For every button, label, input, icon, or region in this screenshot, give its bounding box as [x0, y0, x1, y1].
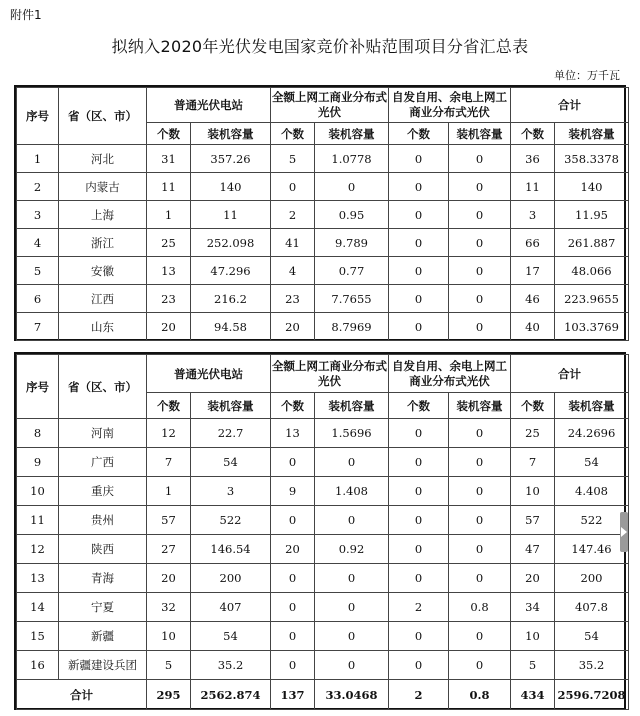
cell-kt: 24.2696	[555, 419, 629, 448]
cell-c3: 0	[389, 229, 449, 257]
cell-province: 上海	[59, 201, 147, 229]
header-province: 省（区、市）	[59, 355, 147, 419]
table-row	[17, 651, 629, 680]
total-cell-k1: 2562.874	[191, 680, 271, 710]
cell-seq: 12	[17, 535, 59, 564]
cell-k1: 357.26	[191, 145, 271, 173]
cell-c2: 13	[271, 419, 315, 448]
total-row	[17, 680, 629, 710]
total-label: 合计	[17, 680, 147, 710]
cell-seq: 1	[17, 145, 59, 173]
cell-kt: 48.066	[555, 257, 629, 285]
cell-k1: 146.54	[191, 535, 271, 564]
cell-seq: 15	[17, 622, 59, 651]
cell-province: 河南	[59, 419, 147, 448]
cell-c3: 0	[389, 257, 449, 285]
table-row	[17, 477, 629, 506]
cell-c1: 20	[147, 313, 191, 341]
cell-c1: 31	[147, 145, 191, 173]
cell-kt: 522	[555, 506, 629, 535]
cell-c1: 20	[147, 564, 191, 593]
cell-k2: 1.5696	[315, 419, 389, 448]
cell-province: 内蒙古	[59, 173, 147, 201]
cell-c2: 5	[271, 145, 315, 173]
cell-province: 贵州	[59, 506, 147, 535]
table-row	[17, 285, 629, 313]
cell-kt: 54	[555, 622, 629, 651]
cell-c1: 1	[147, 201, 191, 229]
subheader-capacity: 装机容量	[555, 393, 629, 419]
cell-kt: 407.8	[555, 593, 629, 622]
cell-ct: 11	[511, 173, 555, 201]
cell-ct: 5	[511, 651, 555, 680]
cell-k2: 0	[315, 448, 389, 477]
cell-ct: 46	[511, 285, 555, 313]
cell-c2: 0	[271, 622, 315, 651]
cell-k2: 0	[315, 564, 389, 593]
header-group-1: 普通光伏电站	[147, 355, 271, 393]
cell-c1: 12	[147, 419, 191, 448]
table-panel-1	[14, 85, 626, 341]
cell-k2: 0.77	[315, 257, 389, 285]
subheader-count: 个数	[147, 393, 191, 419]
cell-k3: 0	[449, 535, 511, 564]
cell-c3: 0	[389, 448, 449, 477]
table-row	[17, 593, 629, 622]
subheader-count: 个数	[147, 123, 191, 145]
unit-label: 单位：万千瓦	[554, 69, 620, 82]
total-cell-c1: 295	[147, 680, 191, 710]
cell-ct: 66	[511, 229, 555, 257]
cell-c2: 2	[271, 201, 315, 229]
cell-seq: 2	[17, 173, 59, 201]
cell-c2: 23	[271, 285, 315, 313]
cell-c1: 32	[147, 593, 191, 622]
cell-c1: 10	[147, 622, 191, 651]
cell-c3: 0	[389, 535, 449, 564]
subheader-count: 个数	[389, 393, 449, 419]
cell-c2: 0	[271, 564, 315, 593]
table-row	[17, 229, 629, 257]
cell-k2: 0	[315, 506, 389, 535]
cell-k1: 252.098	[191, 229, 271, 257]
summary-table-2	[16, 354, 629, 710]
cell-k2: 1.408	[315, 477, 389, 506]
cell-k1: 11	[191, 201, 271, 229]
cell-c3: 0	[389, 173, 449, 201]
cell-k3: 0	[449, 622, 511, 651]
cell-k2: 7.7655	[315, 285, 389, 313]
cell-k1: 22.7	[191, 419, 271, 448]
cell-k1: 407	[191, 593, 271, 622]
cell-k3: 0	[449, 257, 511, 285]
cell-k2: 1.0778	[315, 145, 389, 173]
cell-k1: 522	[191, 506, 271, 535]
cell-c1: 11	[147, 173, 191, 201]
cell-kt: 147.46	[555, 535, 629, 564]
cell-c1: 27	[147, 535, 191, 564]
subheader-capacity: 装机容量	[315, 393, 389, 419]
cell-k1: 54	[191, 448, 271, 477]
cell-kt: 140	[555, 173, 629, 201]
cell-ct: 57	[511, 506, 555, 535]
table-row	[17, 145, 629, 173]
cell-province: 青海	[59, 564, 147, 593]
table-row	[17, 535, 629, 564]
header-group-4: 合计	[511, 88, 629, 123]
table-row	[17, 564, 629, 593]
cell-province: 广西	[59, 448, 147, 477]
cell-c3: 0	[389, 622, 449, 651]
cell-k3: 0	[449, 651, 511, 680]
cell-k2: 0	[315, 651, 389, 680]
cell-k3: 0	[449, 201, 511, 229]
cell-k3: 0	[449, 313, 511, 341]
table-row	[17, 506, 629, 535]
cell-c2: 0	[271, 593, 315, 622]
cell-seq: 9	[17, 448, 59, 477]
cell-c1: 7	[147, 448, 191, 477]
table-row	[17, 313, 629, 341]
cell-seq: 14	[17, 593, 59, 622]
cell-seq: 7	[17, 313, 59, 341]
cell-ct: 25	[511, 419, 555, 448]
subheader-count: 个数	[511, 123, 555, 145]
cell-kt: 103.3769	[555, 313, 629, 341]
cell-k1: 47.296	[191, 257, 271, 285]
cell-kt: 35.2	[555, 651, 629, 680]
subheader-count: 个数	[511, 393, 555, 419]
cell-k3: 0	[449, 448, 511, 477]
cell-seq: 8	[17, 419, 59, 448]
total-cell-c2: 137	[271, 680, 315, 710]
cell-k3: 0	[449, 419, 511, 448]
document-title: 拟纳入2020年光伏发电国家竞价补贴范围项目分省汇总表	[111, 37, 529, 56]
cell-seq: 13	[17, 564, 59, 593]
cell-c3: 0	[389, 477, 449, 506]
cell-province: 浙江	[59, 229, 147, 257]
cell-seq: 6	[17, 285, 59, 313]
table-row	[17, 419, 629, 448]
cell-ct: 36	[511, 145, 555, 173]
cell-k3: 0	[449, 477, 511, 506]
cell-ct: 40	[511, 313, 555, 341]
cell-c2: 0	[271, 173, 315, 201]
cell-c2: 0	[271, 506, 315, 535]
cell-k2: 0	[315, 593, 389, 622]
cell-ct: 10	[511, 622, 555, 651]
table-2-body	[17, 419, 629, 710]
header-group-3: 自发自用、余电上网工商业分布式光伏	[389, 88, 511, 123]
cell-k2: 0	[315, 622, 389, 651]
subheader-capacity: 装机容量	[555, 123, 629, 145]
summary-table-1	[16, 87, 629, 341]
cell-c3: 0	[389, 506, 449, 535]
header-group-4: 合计	[511, 355, 629, 393]
cell-province: 陕西	[59, 535, 147, 564]
cell-c3: 0	[389, 145, 449, 173]
cell-c1: 1	[147, 477, 191, 506]
cell-kt: 261.887	[555, 229, 629, 257]
total-cell-kt: 2596.7208	[555, 680, 629, 710]
header-seq: 序号	[17, 88, 59, 145]
header-group-2: 全额上网工商业分布式光伏	[271, 88, 389, 123]
table-panel-2	[14, 352, 626, 710]
cell-k1: 3	[191, 477, 271, 506]
cell-c2: 20	[271, 535, 315, 564]
cell-kt: 11.95	[555, 201, 629, 229]
header-seq: 序号	[17, 355, 59, 419]
cell-k3: 0	[449, 506, 511, 535]
table-row	[17, 201, 629, 229]
cell-c2: 0	[271, 448, 315, 477]
total-cell-c3: 2	[389, 680, 449, 710]
cell-seq: 3	[17, 201, 59, 229]
cell-c2: 4	[271, 257, 315, 285]
cell-k2: 0	[315, 173, 389, 201]
cell-ct: 3	[511, 201, 555, 229]
cell-seq: 10	[17, 477, 59, 506]
cell-province: 江西	[59, 285, 147, 313]
subheader-count: 个数	[389, 123, 449, 145]
cell-k3: 0	[449, 285, 511, 313]
cell-province: 宁夏	[59, 593, 147, 622]
cell-k1: 35.2	[191, 651, 271, 680]
cell-ct: 20	[511, 564, 555, 593]
cell-c2: 41	[271, 229, 315, 257]
header-group-2: 全额上网工商业分布式光伏	[271, 355, 389, 393]
table-row	[17, 257, 629, 285]
cell-k2: 9.789	[315, 229, 389, 257]
cell-c2: 0	[271, 651, 315, 680]
cell-c3: 0	[389, 201, 449, 229]
cell-c2: 9	[271, 477, 315, 506]
cell-k1: 54	[191, 622, 271, 651]
cell-k3: 0.8	[449, 593, 511, 622]
table-row	[17, 448, 629, 477]
cell-kt: 200	[555, 564, 629, 593]
cell-province: 安徽	[59, 257, 147, 285]
subheader-capacity: 装机容量	[449, 123, 511, 145]
subheader-capacity: 装机容量	[191, 123, 271, 145]
cell-province: 山东	[59, 313, 147, 341]
cell-seq: 16	[17, 651, 59, 680]
cell-c3: 0	[389, 419, 449, 448]
cell-k3: 0	[449, 173, 511, 201]
subheader-count: 个数	[271, 123, 315, 145]
subheader-capacity: 装机容量	[315, 123, 389, 145]
cell-c1: 23	[147, 285, 191, 313]
cell-province: 重庆	[59, 477, 147, 506]
cell-k3: 0	[449, 229, 511, 257]
cell-k2: 0.95	[315, 201, 389, 229]
header-province: 省（区、市）	[59, 88, 147, 145]
total-cell-k3: 0.8	[449, 680, 511, 710]
subheader-count: 个数	[271, 393, 315, 419]
cell-kt: 358.3378	[555, 145, 629, 173]
cell-ct: 34	[511, 593, 555, 622]
cell-seq: 5	[17, 257, 59, 285]
cell-k1: 94.58	[191, 313, 271, 341]
cell-k3: 0	[449, 564, 511, 593]
cell-ct: 17	[511, 257, 555, 285]
cell-c1: 13	[147, 257, 191, 285]
cell-k1: 140	[191, 173, 271, 201]
cell-province: 河北	[59, 145, 147, 173]
cell-c3: 0	[389, 285, 449, 313]
cell-kt: 223.9655	[555, 285, 629, 313]
cell-kt: 54	[555, 448, 629, 477]
cell-c3: 0	[389, 651, 449, 680]
cell-kt: 4.408	[555, 477, 629, 506]
cell-ct: 7	[511, 448, 555, 477]
cell-c3: 0	[389, 313, 449, 341]
header-group-1: 普通光伏电站	[147, 88, 271, 123]
table-row	[17, 622, 629, 651]
cell-seq: 11	[17, 506, 59, 535]
cell-k2: 0.92	[315, 535, 389, 564]
table-1-body	[17, 145, 629, 341]
cell-ct: 10	[511, 477, 555, 506]
cell-province: 新疆建设兵团	[59, 651, 147, 680]
cell-ct: 47	[511, 535, 555, 564]
cell-c1: 5	[147, 651, 191, 680]
cell-c2: 20	[271, 313, 315, 341]
cell-k2: 8.7969	[315, 313, 389, 341]
subheader-capacity: 装机容量	[449, 393, 511, 419]
cell-k1: 200	[191, 564, 271, 593]
cell-k1: 216.2	[191, 285, 271, 313]
cell-c1: 57	[147, 506, 191, 535]
side-scroll-handle[interactable]	[620, 512, 628, 552]
cell-province: 新疆	[59, 622, 147, 651]
cell-c3: 0	[389, 564, 449, 593]
total-cell-k2: 33.0468	[315, 680, 389, 710]
cell-k3: 0	[449, 145, 511, 173]
subheader-capacity: 装机容量	[191, 393, 271, 419]
attachment-label: 附件1	[10, 8, 42, 22]
total-cell-ct: 434	[511, 680, 555, 710]
header-group-3: 自发自用、余电上网工商业分布式光伏	[389, 355, 511, 393]
table-row	[17, 173, 629, 201]
cell-c3: 2	[389, 593, 449, 622]
cell-c1: 25	[147, 229, 191, 257]
cell-seq: 4	[17, 229, 59, 257]
